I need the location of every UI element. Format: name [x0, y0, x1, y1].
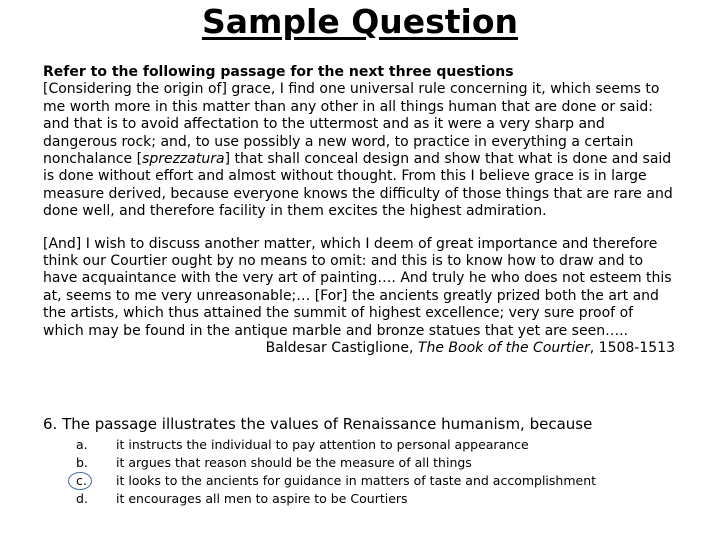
reading-passage [43, 64, 677, 358]
option-a-letter: a. [76, 437, 88, 452]
citation-years: , 1508-1513 [589, 340, 675, 357]
page-title: Sample Question [201, 2, 519, 41]
option-d[interactable] [72, 490, 596, 508]
question-stem: 6. The passage illustrates the values of Renaissance humanism, because [43, 415, 593, 433]
option-b[interactable] [72, 454, 596, 472]
option-d-letter: d. [76, 491, 88, 506]
option-c-text: it looks to the ancients for guidance in matters of taste and accomplishment [116, 473, 597, 488]
option-b-text: it argues that reason should be the measure of all things [116, 455, 472, 470]
passage-citation [43, 340, 677, 357]
option-a-text: it instructs the individual to pay attention to personal appearance [116, 437, 529, 452]
citation-book: The Book of the Courtier [417, 340, 590, 357]
paragraph-1-italic-word: sprezzatura [142, 151, 225, 168]
option-c-letter-wrap [72, 472, 116, 490]
answer-options [72, 436, 596, 508]
option-c[interactable] [72, 472, 596, 490]
option-c-letter: c. [76, 473, 87, 488]
option-b-letter: b. [76, 455, 88, 470]
passage-intro: Refer to the following passage for the next three questions [43, 64, 514, 80]
option-a[interactable] [72, 436, 596, 454]
paragraph-1-text-end: ] that shall conceal design and show that what is done and said is done without effort and almost without thought. From this I believe grace is in large measure derived, because everyone knows the difficulty of those things that are rare and done well, and therefore facility in them excites the highest admiration. [43, 151, 673, 220]
passage-paragraph-2: [And] I wish to discuss another matter, which I deem of great importance and therefore think our Courtier ought by no means to omit: and this is to know how to draw and to have acquaintance with the very art of painting…. And truly he who does not esteem this at, seems to me very unreasonable;… [For] the ancients greatly prized both the art and the artists, which thus attained the summit of highest excellence; very sure proof of which may be found in the antique marble and bronze statues that yet are seen….. [43, 235, 672, 339]
passage-paragraph-1 [43, 81, 677, 220]
option-d-text: it encourages all men to aspire to be Courtiers [116, 491, 408, 506]
answer-circle-mark [68, 472, 92, 490]
citation-author: Baldesar Castiglione, [265, 340, 418, 357]
paragraph-1-text-start: [Considering the origin of] grace, I find one universal rule concerning it, which seems to me worth more in this matter than any other in all things human that are done or said: and that is to avoid affectation to the uttermost and as it were a very sharp and dangerous rock; and, to use possibly a new word, to practice in everything a certain nonchalance [ [43, 81, 660, 168]
